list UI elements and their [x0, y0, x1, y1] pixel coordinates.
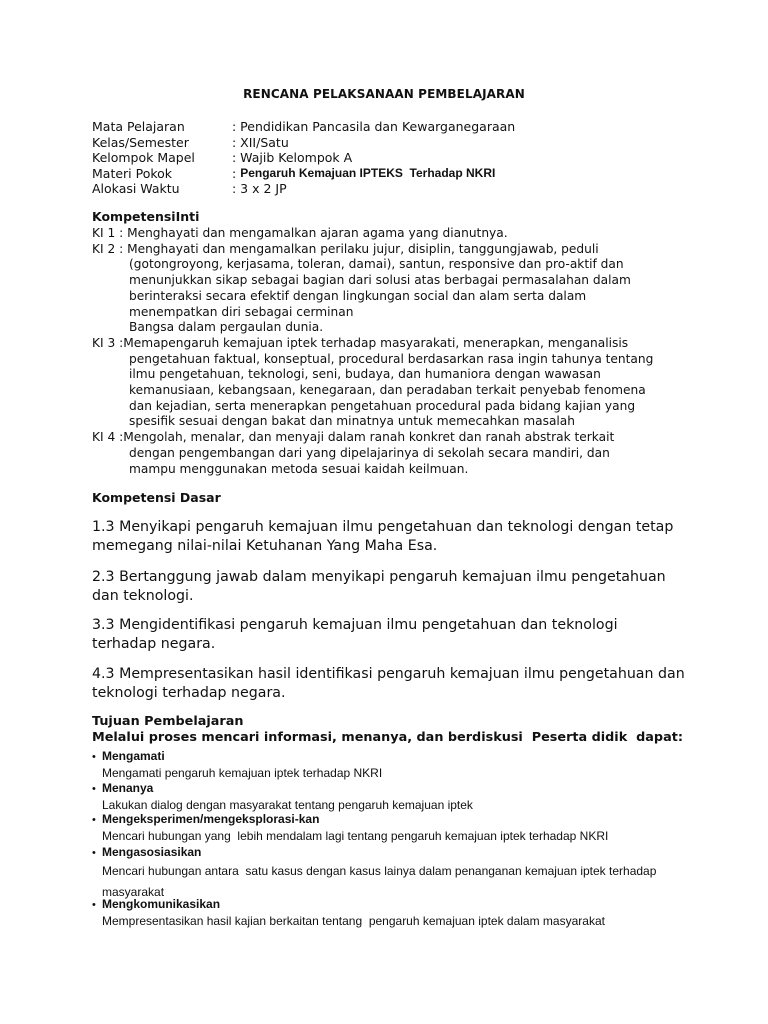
activity-mengeksperimen	[92, 810, 608, 845]
meta-row-materi-pokok	[92, 166, 515, 182]
tp-subheading: Melalui proses mencari informasi, menanya, dan berdiskusi Peserta didik dapat:	[92, 730, 683, 745]
meta-value: : Pendidikan Pancasila dan Kewarganegaraan	[232, 119, 516, 134]
activity-label: Mengeksperimen/mengeksplorasi-kan	[102, 812, 320, 826]
meta-row-kelas-semester	[92, 135, 515, 151]
ki-2-line: berinteraksi secara efektif dengan lingkungan social dan alam serta dalam	[129, 288, 587, 303]
activity-desc: Mencari hubungan antara satu kasus dengan kasus lainya dalam penanganan kemajuan iptek terhadap	[102, 864, 657, 878]
meta-row-kelompok-mapel	[92, 150, 515, 166]
meta-table	[92, 119, 515, 197]
ki-2: KI 2 : Menghayati dan mengamalkan perilaku jujur, disiplin, tanggungjawab, peduli	[92, 241, 599, 256]
kd-line: teknologi terhadap negara.	[92, 685, 286, 701]
ki-2-line: menunjukkan sikap sebagai bagian dari solusi atas berbagai permasalahan dalam	[129, 273, 631, 288]
ki-3-line: pengetahuan faktual, konseptual, procedural berdasarkan rasa ingin tahunya tentang	[129, 351, 654, 366]
bullet-icon: •	[92, 899, 96, 911]
ki-heading: KompetensiInti	[92, 209, 200, 224]
activity-mengamati	[92, 747, 382, 782]
ki-1: KI 1 : Menghayati dan mengamalkan ajaran agama yang dianutnya.	[92, 226, 508, 240]
ki-2-line: (gotongroyong, kerjasama, toleran, damai), santun, responsive dan pro-aktif dan	[129, 257, 624, 272]
kd-heading: Kompetensi Dasar	[92, 490, 221, 505]
meta-value-prefix: :	[232, 165, 241, 181]
ki-4-line: mampu menggunakan metoda sesuai kaidah keilmuan.	[129, 461, 469, 476]
meta-row-mata-pelajaran	[92, 119, 515, 135]
activity-label: Mengamati	[102, 749, 165, 763]
bullet-icon: •	[92, 847, 96, 859]
ki-4: KI 4 :Mengolah, menalar, dan menyaji dalam ranah konkret dan ranah abstrak terkait	[92, 430, 615, 445]
activity-desc: Mencari hubungan yang lebih mendalam lagi tentang pengaruh kemajuan iptek terhadap NKRI	[102, 829, 609, 843]
kd-line: 2.3 Bertanggung jawab dalam menyikapi pengaruh kemajuan ilmu pengetahuan	[92, 569, 666, 585]
bullet-icon: •	[92, 783, 96, 795]
kd-item-1-3	[92, 518, 692, 556]
activity-label: Menanya	[102, 781, 154, 795]
activity-desc: Lakukan dialog dengan masyarakat tentang pengaruh kemajuan iptek	[102, 798, 473, 812]
activity-desc: Mengamati pengaruh kemajuan iptek terhadap NKRI	[102, 766, 383, 780]
kd-line: memegang nilai-nilai Ketuhanan Yang Maha Esa.	[92, 538, 438, 554]
kompetensi-inti-list	[92, 226, 692, 477]
meta-value: : XII/Satu	[232, 134, 289, 150]
activity-menanya	[92, 779, 473, 814]
bullet-icon: •	[92, 751, 96, 763]
tp-heading: Tujuan Pembelajaran	[92, 714, 244, 729]
activity-label: Mengkomunikasikan	[102, 897, 221, 911]
kd-item-3-3	[92, 616, 692, 654]
meta-value: Pengaruh Kemajuan IPTEKS Terhadap NKRI	[240, 165, 496, 180]
ki-3: KI 3 :Memapengaruh kemajuan iptek terhadap masyarakati, menerapkan, menganalisis	[92, 335, 629, 350]
ki-3-line: ilmu pengetahuan, teknologi, seni, budaya, dan humaniora dengan wawasan	[129, 367, 601, 382]
meta-label: Kelas/Semester	[92, 134, 189, 150]
bullet-icon: •	[92, 814, 96, 826]
kd-line: 1.3 Menyikapi pengaruh kemajuan ilmu pengetahuan dan teknologi dengan tetap	[92, 519, 674, 535]
document-title: RENCANA PELAKSANAAN PEMBELAJARAN	[243, 87, 525, 101]
kd-line: 4.3 Mempresentasikan hasil identifikasi pengaruh kemajuan ilmu pengetahuan dan	[92, 666, 685, 682]
kd-line: dan teknologi.	[92, 588, 194, 604]
kd-line: 3.3 Mengidentifikasi pengaruh kemajuan ilmu pengetahuan dan teknologi	[92, 617, 618, 633]
activity-desc: masyarakat	[102, 885, 165, 899]
meta-row-alokasi-waktu	[92, 181, 515, 197]
meta-label: Kelompok Mapel	[92, 150, 195, 166]
activity-mengasosiasikan	[92, 843, 656, 903]
meta-value: : Wajib Kelompok A	[232, 150, 353, 166]
kd-item-2-3	[92, 568, 692, 606]
meta-label: Materi Pokok	[92, 165, 173, 181]
ki-3-line: kemanusiaan, kebangsaan, kenegaraan, dan peradaban terkait penyebab fenomena	[129, 383, 646, 398]
ki-3-line: dan kejadian, serta menerapkan pengetahuan procedural pada bidang kajian yang	[129, 398, 636, 413]
activity-desc: Mempresentasikan hasil kajian berkaitan tentang pengaruh kemajuan iptek dalam masyarakat	[102, 914, 605, 928]
ki-4-line: dengan pengembangan dari yang dipelajarinya di sekolah secara mandiri, dan	[129, 445, 610, 460]
kd-line: terhadap negara.	[92, 636, 216, 652]
ki-3-line: spesifik sesuai dengan bakat dan minatnya untuk memecahkan masalah	[129, 414, 575, 429]
kd-item-4-3	[92, 665, 692, 703]
ki-2-line: menempatkan diri sebagai cerminan	[129, 304, 354, 319]
activity-label: Mengasosiasikan	[102, 845, 202, 859]
meta-label: Alokasi Waktu	[92, 181, 180, 197]
activity-mengkomunikasikan	[92, 895, 605, 930]
meta-value: : 3 x 2 JP	[232, 181, 287, 197]
ki-2-line: Bangsa dalam pergaulan dunia.	[129, 320, 324, 335]
meta-label: Mata Pelajaran	[92, 119, 185, 134]
